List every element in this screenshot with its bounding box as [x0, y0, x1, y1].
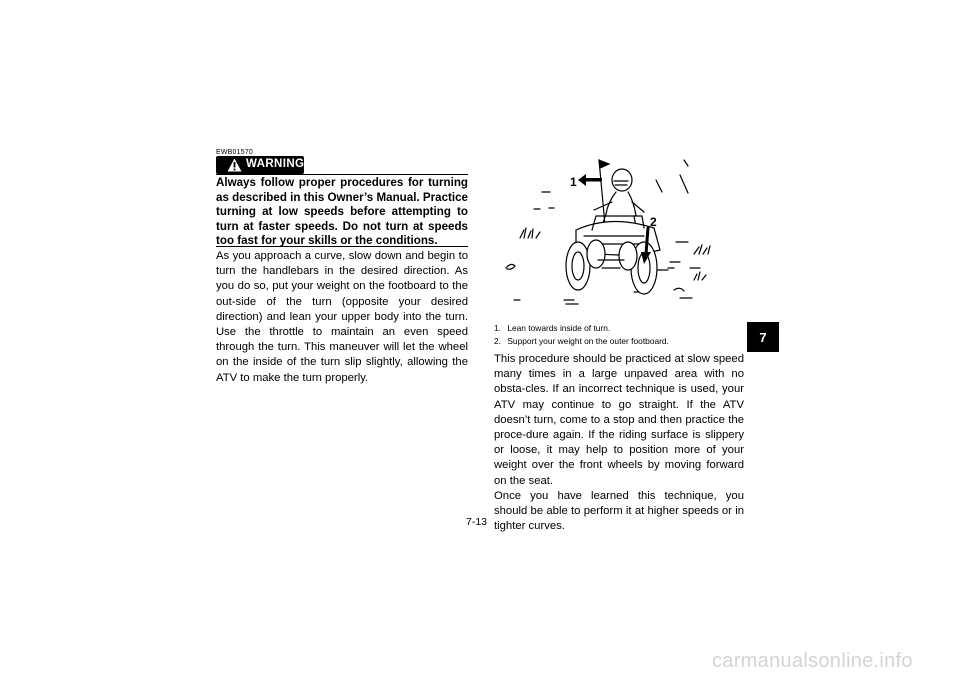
figure-captions [494, 322, 744, 349]
warning-triangle-icon [227, 158, 242, 172]
page-number: 7-13 [466, 516, 488, 528]
warning-bottom-rule [216, 246, 468, 247]
caption-number: 1. [494, 323, 501, 333]
caption-item [494, 322, 744, 335]
caption-number: 2. [494, 336, 501, 347]
body-text-right [494, 352, 744, 534]
document-code: EWB01570 [216, 149, 254, 156]
paragraph: Once you have learned this technique, you should be able to perform it at higher speeds or in tighter curves. [494, 489, 744, 533]
warning-label: WARNING [246, 158, 305, 170]
caption-text: Lean towards inside of turn. [507, 323, 611, 333]
chapter-tab: 7 [747, 322, 779, 352]
caption-text: Support your weight on the outer footboard. [507, 336, 669, 347]
callout-2: 2 [650, 215, 657, 229]
atv-turning-illustration [494, 150, 744, 318]
caption-item [494, 335, 744, 348]
warning-top-rule [216, 174, 468, 175]
body-text-left: As you approach a curve, slow down and begin to turn the handlebars in the desired direction. As you do so, put your weight on the footboard to the out-side of the turn (opposite your desired direction) and lean your upper body into the turn. Use the throttle to maintain an even speed through the turn. This maneuver will let the wheel on the inside of the turn slip slightly, allowing the ATV to make the turn properly. [216, 250, 468, 384]
paragraph: This procedure should be practiced at slow speed many times in a large unpaved area with no obsta-cles. If an incorrect technique is used, your ATV may continue to go straight. If the ATV doesn’t turn, come to a stop and then practice the proce-dure again. If the riding surface is slippery or loose, it may help to position more of your weight over the front wheels by moving forward on the seat. [494, 353, 744, 487]
warning-text: Always follow proper procedures for turning as described in this Owner’s Manual. Practice turning at low speeds before attempting to turn at faster speeds. Do not turn at speeds too fast for your skills or the conditions. [216, 176, 468, 248]
watermark: carmanualsonline.info [712, 650, 913, 672]
callout-1: 1 [570, 175, 577, 189]
warning-badge [216, 156, 304, 174]
